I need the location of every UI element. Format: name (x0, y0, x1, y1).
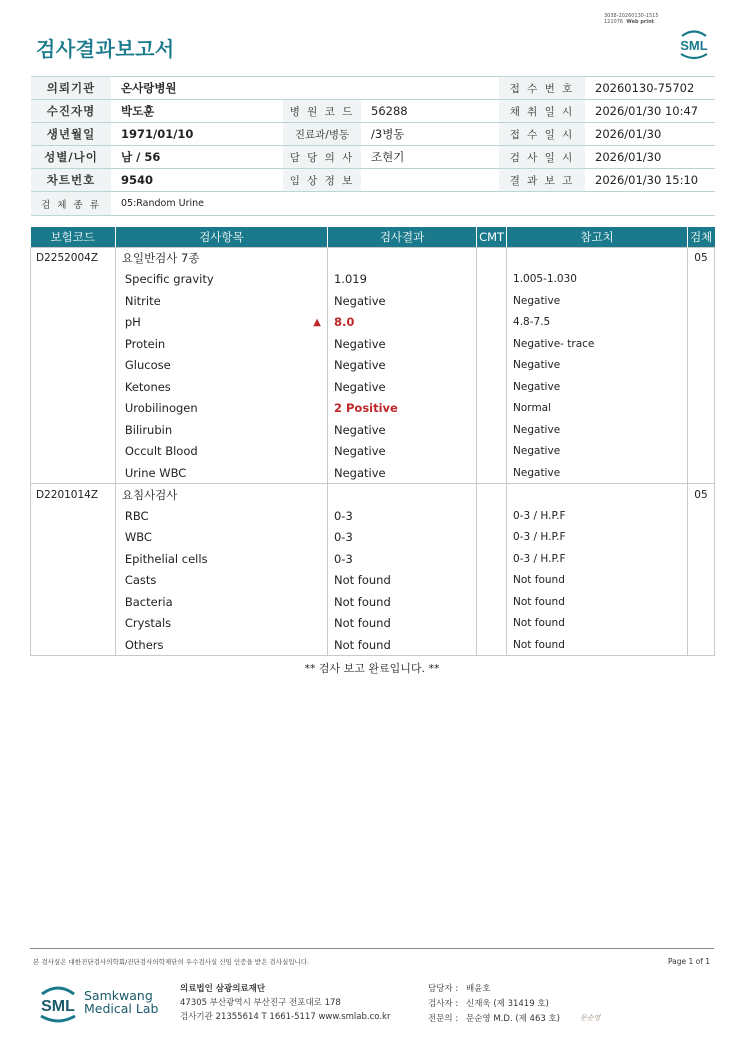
col-insurance-code: 보험코드 (31, 227, 116, 247)
test-group-row (31, 247, 715, 269)
test-result: 2 Positive (327, 398, 476, 420)
svg-text:SML: SML (41, 998, 75, 1015)
test-item: Glucose (115, 355, 307, 377)
table-row (31, 462, 715, 484)
label-requester: 의뢰기관 (31, 77, 111, 100)
test-result: Not found (327, 591, 476, 613)
abnormal-flag-icon (307, 613, 327, 635)
test-result: 0-3 (327, 548, 476, 570)
reference-range: 0-3 / H.P.F (507, 505, 688, 527)
abnormal-flag-icon (307, 505, 327, 527)
table-row (31, 290, 715, 312)
abnormal-flag-icon (307, 548, 327, 570)
value-collection-time: 2026/01/30 10:47 (585, 100, 715, 123)
abnormal-flag-icon (307, 269, 327, 291)
reference-range: Not found (507, 591, 688, 613)
test-item: Specific gravity (115, 269, 307, 291)
abnormal-flag-icon (307, 634, 327, 656)
col-test-item: 검사항목 (115, 227, 327, 247)
test-result: Negative (327, 419, 476, 441)
label-clinical-info: 임 상 정 보 (283, 169, 361, 192)
reference-range: 1.005-1.030 (507, 269, 688, 291)
abnormal-flag-icon (307, 570, 327, 592)
test-result: 8.0 (327, 312, 476, 334)
col-reference: 참고치 (507, 227, 688, 247)
results-table (30, 227, 715, 656)
report-complete-note: ** 검사 보고 완료입니다. ** (304, 662, 440, 675)
value-doctor: 조현기 (361, 146, 499, 169)
table-row (31, 441, 715, 463)
table-row (31, 333, 715, 355)
test-item: Urobilinogen (115, 398, 307, 420)
abnormal-flag-icon (307, 355, 327, 377)
staff-info: 담당자 : 배윤호 검사자 : 신재욱 (제 31419 호) 전문의 : 문순영 M.D. (제 463 호) (428, 984, 561, 1024)
table-row (31, 634, 715, 656)
test-result: Negative (327, 376, 476, 398)
test-item: Bacteria (115, 591, 307, 613)
signature: 문순영 (580, 1014, 601, 1022)
reference-range: Negative (507, 462, 688, 484)
specimen-code: 05 (687, 484, 714, 506)
reference-range: Negative (507, 376, 688, 398)
label-receipt-date: 접 수 일 시 (499, 123, 585, 146)
test-result: 0-3 (327, 527, 476, 549)
test-result: Not found (327, 570, 476, 592)
value-receipt-no: 20260130-75702 (585, 77, 715, 100)
reference-range: Negative (507, 441, 688, 463)
test-result: Not found (327, 634, 476, 656)
abnormal-flag-icon (307, 376, 327, 398)
abnormal-flag-icon (307, 290, 327, 312)
insurance-code: D2252004Z (31, 247, 116, 269)
reference-range: Negative- trace (507, 333, 688, 355)
value-hospital-code: 56288 (361, 100, 499, 123)
table-row (31, 548, 715, 570)
test-result: Negative (327, 333, 476, 355)
table-row (31, 376, 715, 398)
value-specimen-type: 05:Random Urine (111, 192, 283, 216)
test-result: 1.019 (327, 269, 476, 291)
label-report-time: 결 과 보 고 (499, 169, 585, 192)
col-result: 검사결과 (327, 227, 476, 247)
reference-range: Not found (507, 613, 688, 635)
table-row (31, 613, 715, 635)
page-number: Page 1 of 1 (668, 957, 711, 966)
abnormal-flag-icon (307, 419, 327, 441)
test-group-name: 요일반검사 7종 (115, 247, 327, 269)
reference-range: 0-3 / H.P.F (507, 527, 688, 549)
test-item: pH (115, 312, 307, 334)
table-row (31, 355, 715, 377)
test-item: Nitrite (115, 290, 307, 312)
test-item: Occult Blood (115, 441, 307, 463)
test-result: Negative (327, 355, 476, 377)
reference-range: 4.8-7.5 (507, 312, 688, 334)
table-row (31, 527, 715, 549)
test-item: Others (115, 634, 307, 656)
sml-logo (676, 27, 712, 61)
label-patient-name: 수진자명 (31, 100, 111, 123)
test-group-name: 요침사검사 (115, 484, 327, 506)
insurance-code: D2201014Z (31, 484, 116, 506)
col-cmt: CMT (477, 227, 507, 247)
test-item: Urine WBC (115, 462, 307, 484)
test-item: WBC (115, 527, 307, 549)
report-code: 3038-20260130-1515 121076 Web print (604, 13, 659, 25)
test-result: Negative (327, 441, 476, 463)
reference-range: Not found (507, 570, 688, 592)
test-item: Bilirubin (115, 419, 307, 441)
label-doctor: 담 당 의 사 (283, 146, 361, 169)
abnormal-flag-icon (307, 333, 327, 355)
abnormal-flag-icon (307, 591, 327, 613)
test-result: Negative (327, 290, 476, 312)
specimen-code: 05 (687, 247, 714, 269)
abnormal-flag-icon (307, 441, 327, 463)
accreditation-note: 본 검사실은 대한진단검사의학회/진단검사의학재단의 우수검사실 신임 인증을 받은 검사실입니다. (33, 958, 310, 966)
label-birthdate: 생년월일 (31, 123, 111, 146)
sml-footer-logo (36, 982, 80, 1024)
reference-range: Normal (507, 398, 688, 420)
value-clinical-info (361, 169, 499, 192)
label-department: 진료과/병동 (283, 123, 361, 146)
table-row (31, 269, 715, 291)
svg-text:SML: SML (680, 38, 708, 53)
table-row (31, 505, 715, 527)
label-sex-age: 성별/나이 (31, 146, 111, 169)
test-result: Negative (327, 462, 476, 484)
abnormal-flag-icon: ▲ (313, 316, 321, 328)
label-specimen-type: 검 체 종 류 (31, 192, 111, 216)
value-chart-no: 9540 (111, 169, 283, 192)
value-sex-age: 남 / 56 (111, 146, 283, 169)
table-row (31, 398, 715, 420)
value-birthdate: 1971/01/10 (111, 123, 283, 146)
reference-range: 0-3 / H.P.F (507, 548, 688, 570)
test-group-row (31, 484, 715, 506)
abnormal-flag-icon (307, 527, 327, 549)
value-patient-name: 박도훈 (111, 100, 283, 123)
reference-range: Negative (507, 290, 688, 312)
value-receipt-date: 2026/01/30 (585, 123, 715, 146)
label-chart-no: 차트번호 (31, 169, 111, 192)
test-item: RBC (115, 505, 307, 527)
footer-divider (30, 948, 714, 949)
table-row (31, 312, 715, 334)
reference-range: Not found (507, 634, 688, 656)
label-hospital-code: 병 원 코 드 (283, 100, 361, 123)
test-result: 0-3 (327, 505, 476, 527)
test-result: Not found (327, 613, 476, 635)
test-item: Protein (115, 333, 307, 355)
col-specimen: 검체 (687, 227, 714, 247)
reference-range: Negative (507, 355, 688, 377)
lab-name: Samkwang Medical Lab (84, 988, 159, 1016)
table-row (31, 591, 715, 613)
test-item: Epithelial cells (115, 548, 307, 570)
label-test-date: 검 사 일 시 (499, 146, 585, 169)
table-row (31, 419, 715, 441)
value-report-time: 2026/01/30 15:10 (585, 169, 715, 192)
patient-info-table (31, 76, 715, 216)
test-item: Crystals (115, 613, 307, 635)
test-item: Casts (115, 570, 307, 592)
value-requester: 온사랑병원 (111, 77, 283, 100)
table-row (31, 570, 715, 592)
organization-info: 의료법인 삼광의료재단 47305 부산광역시 부산진구 전포대로 178 검사기관 21355614 T 1661-5117 www.smlab.co.kr (180, 984, 391, 1022)
abnormal-flag-icon (307, 462, 327, 484)
page-title: 검사결과보고서 (36, 37, 175, 61)
value-test-date: 2026/01/30 (585, 146, 715, 169)
label-receipt-no: 접 수 번 호 (499, 77, 585, 100)
label-collection-time: 채 취 일 시 (499, 100, 585, 123)
reference-range: Negative (507, 419, 688, 441)
test-item: Ketones (115, 376, 307, 398)
abnormal-flag-icon (307, 398, 327, 420)
value-department: /3병동 (361, 123, 499, 146)
